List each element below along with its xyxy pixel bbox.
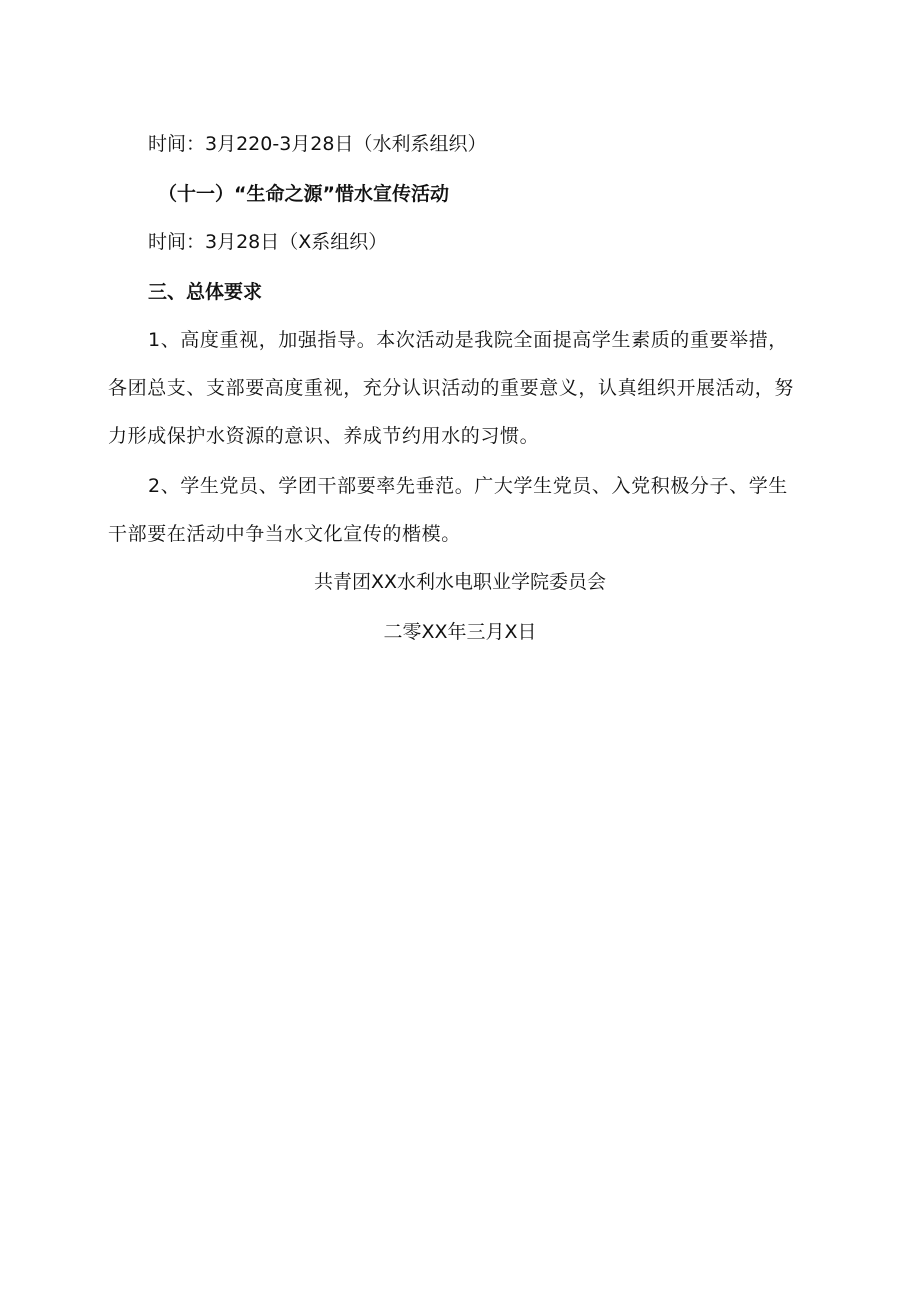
time-line-water-dept: 时间：3月220-3月28日（水利系组织）	[148, 133, 487, 155]
section-heading-requirements: 三、总体要求	[148, 281, 263, 303]
signature-date: 二零XX年三月X日	[383, 621, 537, 643]
requirement-2-line-1: 2、学生党员、学团干部要率先垂范。广大学生党员、入党积极分子、学生	[148, 475, 788, 497]
requirement-1-line-1: 1、高度重视，加强指导。本次活动是我院全面提高学生素质的重要举措，	[148, 329, 788, 351]
requirement-1-line-2: 各团总支、支部要高度重视，充分认识活动的重要意义，认真组织开展活动，努	[108, 377, 795, 399]
activity-heading-11: （十一）“生命之源”惜水宣传活动	[158, 183, 449, 205]
time-line-x-dept: 时间：3月28日（X系组织）	[148, 231, 388, 253]
signature-organization: 共青团XX水利水电职业学院委员会	[313, 571, 607, 593]
requirement-1-line-3: 力形成保护水资源的意识、养成节约用水的习惯。	[108, 425, 540, 447]
requirement-2-line-2: 干部要在活动中争当水文化宣传的楷模。	[108, 523, 461, 545]
